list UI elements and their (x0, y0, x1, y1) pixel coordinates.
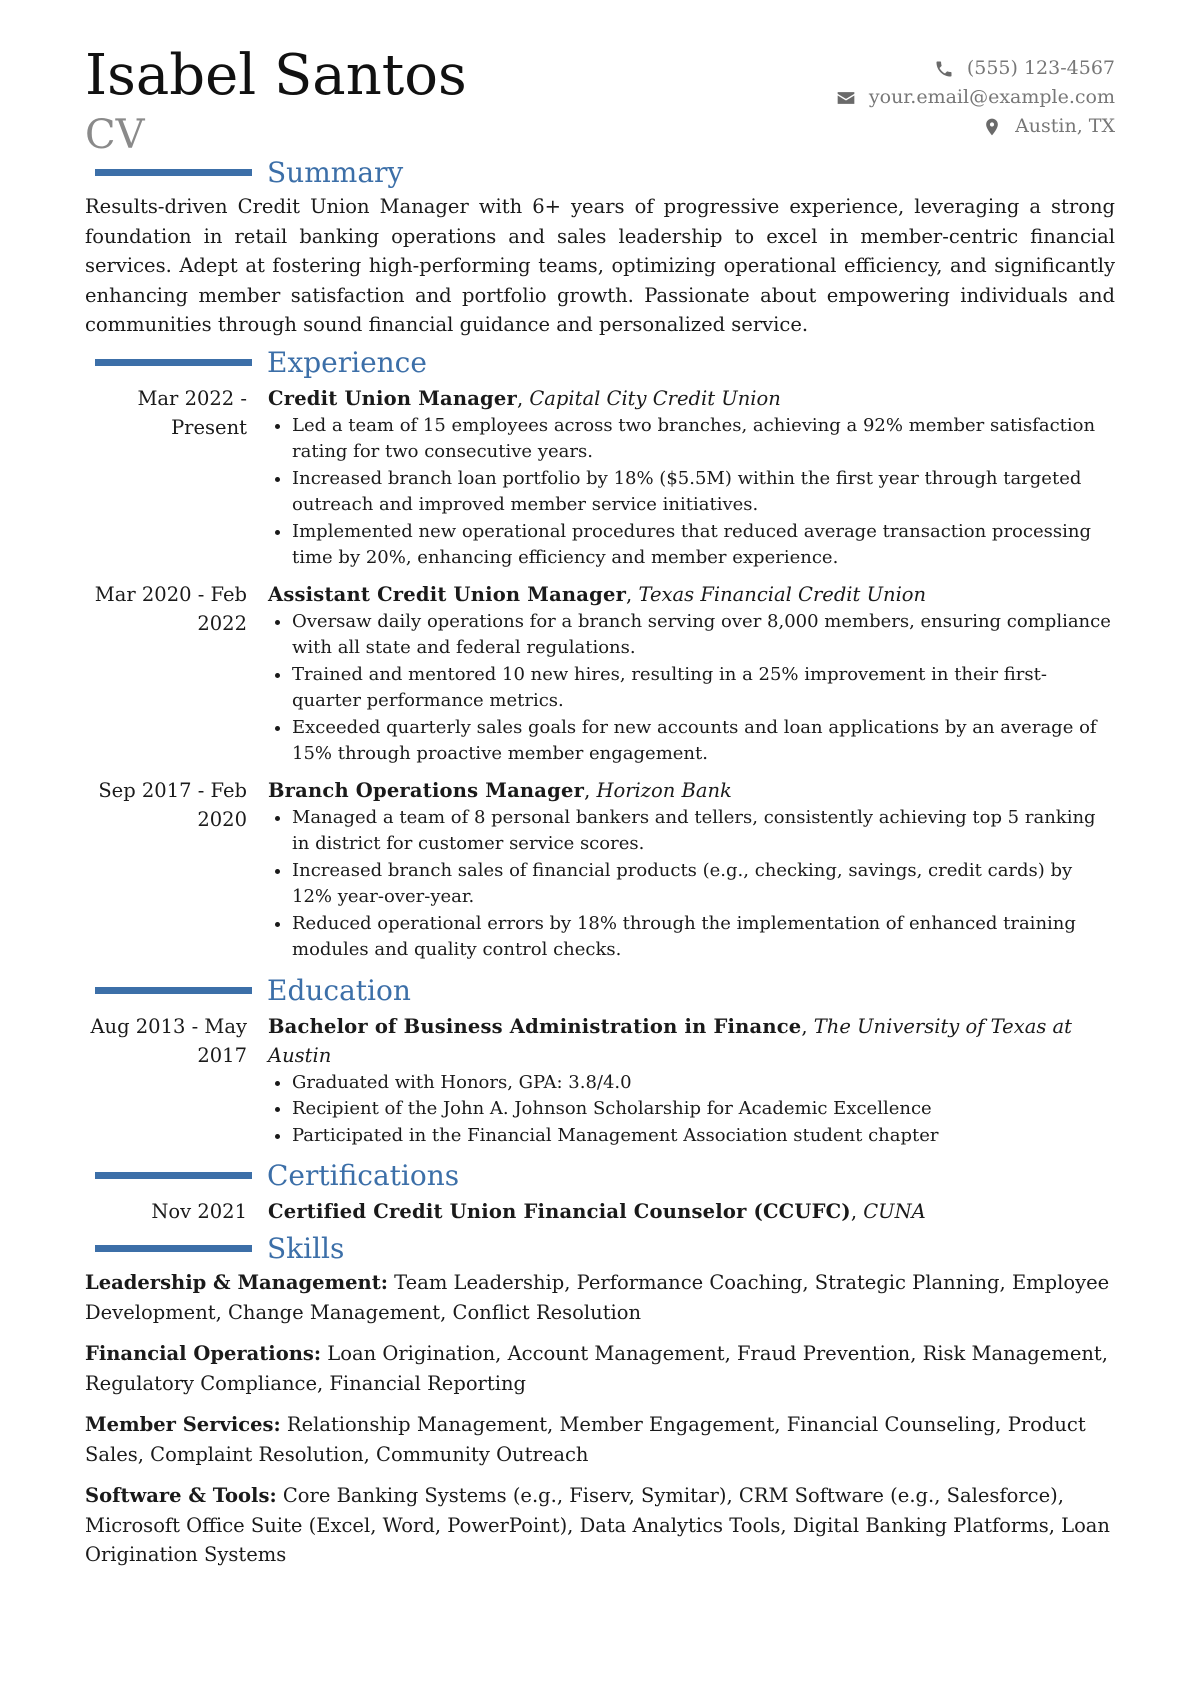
entry-role: Credit Union Manager (268, 386, 517, 410)
entry-organization: Texas Financial Credit Union (638, 582, 927, 606)
list-item: • Oversaw daily operations for a branch serving over 8,000 members, ensuring compliance with all state and federal regulations. (292, 609, 1115, 662)
section-accent-bar (95, 1245, 252, 1252)
entry-date: Mar 2020 - Feb 2022 (94, 582, 247, 635)
skill-group-items: Loan Origination, Account Management, Fraud Prevention, Risk Management, Regulatory Compliance, Financial Reporting (85, 1342, 1108, 1395)
experience-entry (85, 776, 1115, 964)
entry-organization: Capital City Credit Union (529, 386, 781, 410)
list-item: • Exceeded quarterly sales goals for new accounts and loan applications by an average of 15% through proactive member engagement. (292, 715, 1115, 768)
skill-group-label: Member Services: (85, 1413, 281, 1436)
certifications-list (85, 1197, 1115, 1226)
certification-issuer: CUNA (863, 1200, 926, 1223)
summary-section-heading (85, 154, 1115, 192)
experience-entry (85, 384, 1115, 572)
phone-text: (555) 123-4567 (966, 57, 1115, 79)
list-item: • Implemented new operational procedures that reduced average transaction processing time by 20%, enhancing efficiency and member experience. (292, 519, 1115, 572)
certifications-title: Certifications (267, 1159, 460, 1192)
list-item: • Increased branch loan portfolio by 18% ($5.5M) within the first year through targeted outreach and improved member service initiatives. (292, 466, 1115, 519)
entry-institution: The University of Texas at Austin (268, 1014, 1072, 1067)
skill-group-items: Core Banking Systems (e.g., Fiserv, Symitar), CRM Software (e.g., Salesforce), Microsoft Office Suite (Excel, Word, PowerPoint), Data Analytics Tools, Digital Banking Platforms, Loan Origination Systems (85, 1484, 1110, 1566)
education-title: Education (267, 973, 411, 1007)
certification-name: Certified Credit Union Financial Counselor (CCUFC) (268, 1200, 851, 1223)
experience-list (85, 384, 1115, 964)
entry-body (268, 776, 1115, 964)
skill-group (85, 1268, 1115, 1327)
certifications-section-heading (85, 1157, 1115, 1195)
list-item: • Participated in the Financial Management Association student chapter (292, 1123, 1115, 1150)
entry-bullets (268, 609, 1115, 768)
resume-header (85, 40, 1115, 160)
list-item: • Led a team of 15 employees across two branches, achieving a 92% member satisfaction rating for two consecutive years. (292, 413, 1115, 466)
phone-icon (934, 59, 954, 79)
entry-date: Mar 2022 - Present (137, 386, 247, 439)
contact-email[interactable] (836, 83, 1115, 112)
skills-section-heading (85, 1230, 1115, 1268)
summary-text: Results-driven Credit Union Manager with 6+ years of progressive experience, leveraging a strong foundation in retail banking operations and sales leadership to excel in member-centric financial services. Adept at fostering high-performing teams, optimizing operational efficiency, and significantly enhancing member satisfaction and portfolio growth. Passionate about empowering individuals and communities through sound financial guidance and personalized service. (85, 195, 1115, 336)
skill-group-label: Leadership & Management: (85, 1271, 388, 1294)
entry-body (268, 580, 1115, 768)
entry-heading: Bachelor of Business Administration in Finance, The University of Texas at Austin (268, 1014, 1072, 1067)
contact-location (836, 112, 1115, 141)
entry-body (268, 1012, 1115, 1150)
candidate-name: Isabel Santos (85, 43, 467, 108)
location-text: Austin, TX (1015, 115, 1115, 137)
skill-group (85, 1481, 1115, 1570)
section-accent-bar (95, 359, 252, 366)
entry-body (268, 384, 1115, 572)
skill-group-label: Software & Tools: (85, 1484, 277, 1507)
section-accent-bar (95, 1172, 252, 1179)
skill-group (85, 1339, 1115, 1398)
entry-bullets (268, 413, 1115, 572)
entry-heading: Branch Operations Manager, Horizon Bank (268, 778, 732, 802)
envelope-icon (836, 88, 856, 108)
entry-body (268, 1197, 1115, 1226)
experience-title: Experience (267, 345, 427, 379)
entry-date: Aug 2013 - May 2017 (90, 1014, 247, 1067)
skills-title: Skills (267, 1232, 345, 1265)
list-item: • Reduced operational errors by 18% through the implementation of enhanced training modules and quality control checks. (292, 911, 1115, 964)
experience-section-heading (85, 344, 1115, 382)
entry-bullets (268, 1070, 1115, 1150)
education-entry (85, 1012, 1115, 1150)
entry-bullets (268, 805, 1115, 964)
list-item: • Increased branch sales of financial products (e.g., checking, savings, credit cards) by 12% year-over-year. (292, 858, 1115, 911)
entry-date: Nov 2021 (151, 1200, 247, 1223)
skill-group-label: Financial Operations: (85, 1342, 322, 1365)
location-pin-icon (982, 117, 1002, 137)
list-item: • Trained and mentored 10 new hires, resulting in a 25% improvement in their first-quarter performance metrics. (292, 662, 1115, 715)
list-item: • Recipient of the John A. Johnson Scholarship for Academic Excellence (292, 1096, 1115, 1123)
resume-content (85, 154, 1115, 1582)
summary-title: Summary (267, 156, 404, 189)
entry-organization: Horizon Bank (596, 778, 732, 802)
section-accent-bar (95, 987, 252, 994)
entry-role: Assistant Credit Union Manager (268, 582, 627, 606)
list-item: • Graduated with Honors, GPA: 3.8/4.0 (292, 1070, 1115, 1097)
skill-group (85, 1410, 1115, 1469)
contact-phone[interactable] (836, 54, 1115, 83)
entry-role: Branch Operations Manager (268, 778, 585, 802)
certification-entry (85, 1197, 1115, 1226)
section-accent-bar (95, 169, 252, 176)
education-section-heading (85, 972, 1115, 1010)
skills-list (85, 1268, 1115, 1570)
entry-heading: Certified Credit Union Financial Counselor (CCUFC), CUNA (268, 1200, 926, 1223)
entry-date: Sep 2017 - Feb 2020 (98, 778, 247, 831)
email-text: your.email@example.com (868, 86, 1115, 108)
skill-group-items: Relationship Management, Member Engagement, Financial Counseling, Product Sales, Complaint Resolution, Community Outreach (85, 1413, 1086, 1466)
experience-entry (85, 580, 1115, 768)
entry-heading: Assistant Credit Union Manager, Texas Financial Credit Union (268, 582, 927, 606)
list-item: • Managed a team of 8 personal bankers and tellers, consistently achieving top 5 ranking in district for customer service scores. (292, 805, 1115, 858)
education-list (85, 1012, 1115, 1150)
entry-heading: Credit Union Manager, Capital City Credit Union (268, 386, 781, 410)
entry-degree: Bachelor of Business Administration in Finance (268, 1014, 802, 1038)
skill-group-items: Team Leadership, Performance Coaching, Strategic Planning, Employee Development, Change Management, Conflict Resolution (85, 1271, 1110, 1324)
document-label: CV (85, 112, 145, 158)
contact-info (836, 54, 1115, 141)
